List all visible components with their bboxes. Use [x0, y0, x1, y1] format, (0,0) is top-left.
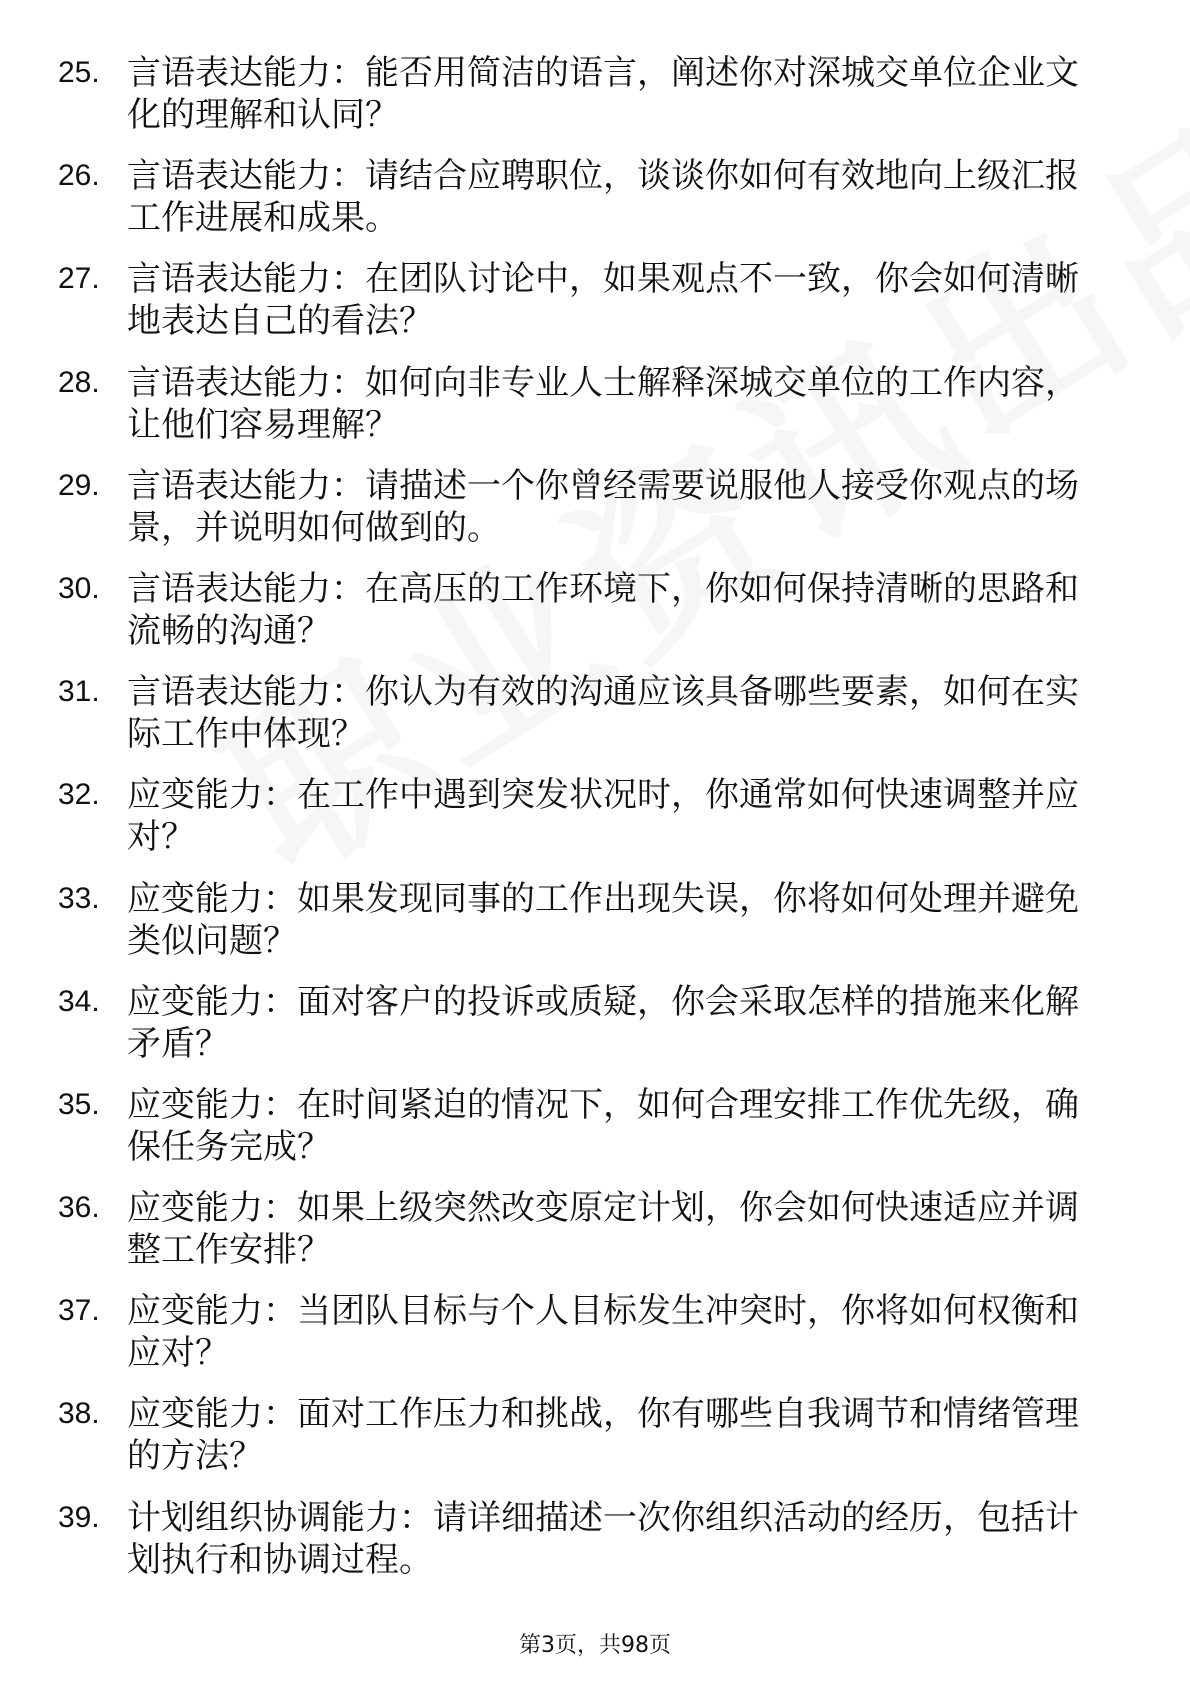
question-item	[0, 1084, 1190, 1187]
question-text-line: 对？	[127, 817, 195, 858]
question-text	[127, 1084, 1117, 1168]
question-item	[0, 1497, 1190, 1600]
question-text-line: 工作进展和成果。	[127, 198, 399, 239]
question-item	[0, 362, 1190, 465]
question-text-line: 矛盾？	[127, 1023, 229, 1064]
question-number: 26.	[58, 159, 100, 193]
question-text	[127, 258, 1117, 342]
question-text	[127, 362, 1117, 446]
question-text	[127, 52, 1117, 136]
question-text-line: 让他们容易理解？	[127, 404, 399, 445]
question-item	[0, 155, 1190, 258]
question-item	[0, 258, 1190, 361]
question-text	[127, 1497, 1117, 1581]
question-number: 30.	[58, 571, 100, 605]
question-item	[0, 1290, 1190, 1393]
question-number: 25.	[58, 56, 100, 89]
question-text-line: 应变能力：当团队目标与个人目标发生冲突时，你将如何权衡和	[127, 1291, 1079, 1332]
question-item	[0, 1187, 1190, 1290]
question-text	[127, 774, 1117, 858]
page-footer: 第3页，共98页	[519, 1633, 671, 1658]
question-number: 32.	[58, 778, 100, 812]
question-text-line: 言语表达能力：能否用简洁的语言，阐述你对深城交单位企业文	[127, 53, 1079, 93]
question-text-line: 地表达自己的看法？	[127, 301, 433, 342]
question-item	[0, 568, 1190, 671]
question-text-line: 的方法？	[127, 1436, 263, 1477]
question-number: 34.	[58, 984, 100, 1018]
question-text	[127, 878, 1117, 962]
question-text	[127, 568, 1117, 652]
question-number: 38.	[58, 1397, 100, 1431]
question-number: 36.	[58, 1191, 100, 1225]
question-number: 31.	[58, 675, 100, 709]
question-number: 27.	[58, 262, 100, 296]
question-item	[0, 52, 1190, 155]
question-text	[127, 671, 1117, 755]
question-number: 28.	[58, 365, 100, 399]
question-text-line: 应变能力：面对工作压力和挑战，你有哪些自我调节和情绪管理	[127, 1394, 1079, 1435]
question-item	[0, 465, 1190, 568]
question-text-line: 划执行和协调过程。	[127, 1539, 433, 1580]
question-number: 39.	[58, 1500, 100, 1534]
question-text-line: 言语表达能力：在高压的工作环境下，你如何保持清晰的思路和	[127, 568, 1079, 609]
question-text-line: 流畅的沟通？	[127, 610, 331, 651]
question-text-line: 类似问题？	[127, 920, 297, 961]
question-item	[0, 981, 1190, 1084]
question-text-line: 言语表达能力：如何向非专业人士解释深城交单位的工作内容，	[127, 362, 1079, 403]
question-text-line: 应变能力：如果发现同事的工作出现失误，你将如何处理并避免	[127, 878, 1079, 919]
question-item	[0, 878, 1190, 981]
question-text-line: 言语表达能力：在团队讨论中，如果观点不一致，你会如何清晰	[127, 259, 1079, 300]
question-number: 35.	[58, 1087, 100, 1121]
question-text	[127, 1393, 1117, 1477]
question-text	[127, 1187, 1117, 1271]
question-text	[127, 465, 1117, 549]
question-text-line: 整工作安排？	[127, 1230, 331, 1271]
question-text-line: 应变能力：在工作中遇到突发状况时，你通常如何快速调整并应	[127, 775, 1079, 816]
question-text-line: 言语表达能力：请描述一个你曾经需要说服他人接受你观点的场	[127, 465, 1079, 506]
question-number: 33.	[58, 881, 100, 915]
question-item	[0, 774, 1190, 877]
question-text-line: 言语表达能力：你认为有效的沟通应该具备哪些要素，如何在实	[127, 672, 1079, 713]
question-text-line: 保任务完成？	[127, 1126, 331, 1167]
question-text-line: 计划组织协调能力：请详细描述一次你组织活动的经历，包括计	[127, 1497, 1079, 1538]
question-item	[0, 671, 1190, 774]
question-text-line: 应变能力：如果上级突然改变原定计划，你会如何快速适应并调	[127, 1188, 1079, 1229]
question-text-line: 应对？	[127, 1333, 229, 1374]
question-item	[0, 1393, 1190, 1496]
question-text-line: 化的理解和认同？	[127, 95, 399, 135]
question-text-line: 景，并说明如何做到的。	[127, 507, 501, 548]
question-list	[0, 52, 1190, 1600]
question-number: 37.	[58, 1294, 100, 1328]
question-text-line: 应变能力：面对客户的投诉或质疑，你会采取怎样的措施来化解	[127, 981, 1079, 1022]
question-number: 29.	[58, 468, 100, 502]
question-text	[127, 155, 1117, 239]
question-text	[127, 981, 1117, 1065]
question-text-line: 际工作中体现？	[127, 714, 365, 755]
question-text-line: 应变能力：在时间紧迫的情况下，如何合理安排工作优先级，确	[127, 1084, 1079, 1125]
question-text-line: 言语表达能力：请结合应聘职位，谈谈你如何有效地向上级汇报	[127, 156, 1079, 197]
question-text	[127, 1290, 1117, 1374]
